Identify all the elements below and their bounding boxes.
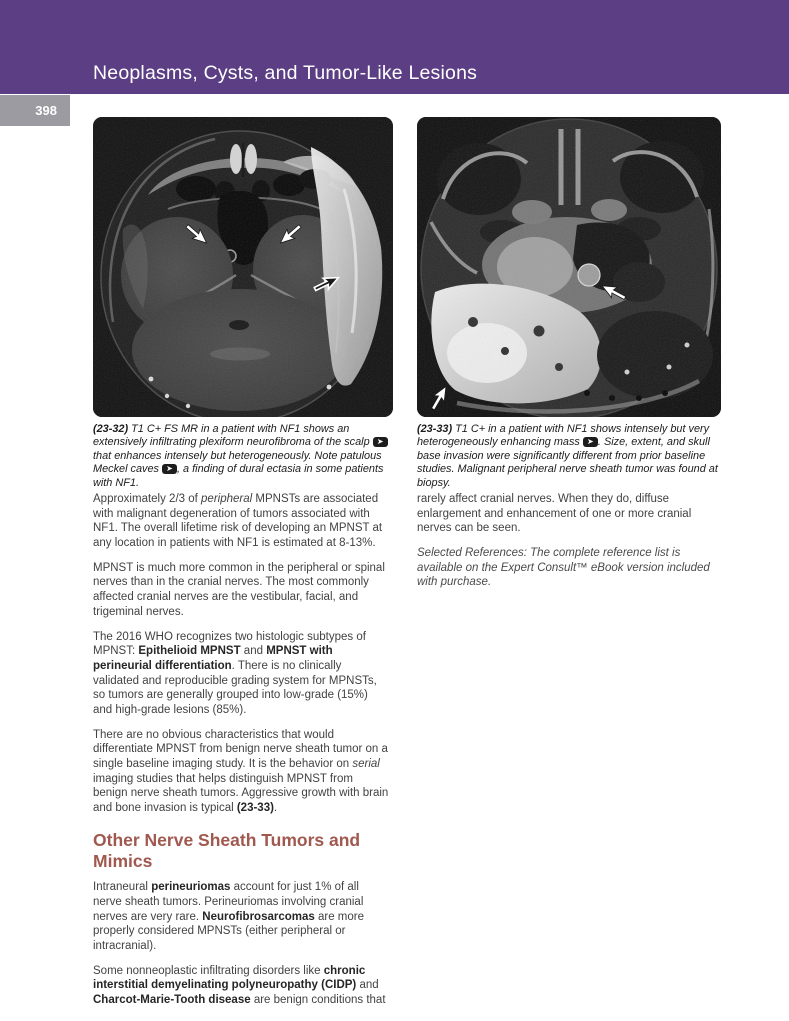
- figure-23-33: [417, 117, 721, 417]
- paragraph-mpnst-location: MPNST is much more common in the peripheral or spinal nerves than in the cranial nerves. The most commonly affected cranial nerves are the vestibular, facial, and trigeminal nerves.: [93, 561, 385, 618]
- body-column-left: [93, 492, 389, 1018]
- figure-23-33-caption: (23-33) T1 C+ in a patient with NF1 shows intensely but very heterogeneously enhancing mass ➤ . Size, extent, and skull base invasion were significantly different from prior baseline studies. Malignant peripheral nerve sheath tumor was found at biopsy.: [417, 423, 718, 489]
- figure-23-32-caption: (23-32) T1 C+ FS MR in a patient with NF1 shows an extensively infiltrating plexiform neurofibroma of the scalp ➤ that enhances intensely but heterogeneously. Note patulous Meckel caves ➤ , a finding of dural ectasia in some patients with NF1.: [93, 423, 393, 490]
- inline-arrow-icon: ➤: [373, 437, 388, 447]
- inline-arrow-icon: ➤: [583, 437, 598, 447]
- paragraph-selected-references: Selected References: The complete reference list is available on the Expert Consult™ eBook version included with purchase.: [417, 547, 710, 589]
- mri-axial-scalp-neurofibroma-image: [93, 117, 393, 417]
- paragraph-who-subtypes: The 2016 WHO recognizes two histologic subtypes of MPNST: Epithelioid MPNST and MPNST with perineurial differentiation. There is no clinically validated and reproducible grading system for MPNSTs, so tumors are generally grouped into low-grade (15%) and high-grade lesions (85%).: [93, 630, 377, 716]
- section-heading-other-nerve-sheath: Other Nerve Sheath Tumors and Mimics: [93, 830, 361, 871]
- body-column-right: [417, 492, 719, 601]
- inline-arrow-icon: ➤: [162, 464, 177, 474]
- page-number-tab: [0, 95, 70, 126]
- paragraph-mpnst-nf1: Approximately 2/3 of peripheral MPNSTs are associated with malignant degeneration of tumors associated with NF1. The overall lifetime risk of developing an MPNST at any location in patients with NF1 is estimated at 8-13%.: [93, 493, 383, 549]
- paragraph-cidp-cmt: Some nonneoplastic infiltrating disorders like chronic interstitial demyelinating polyneuropathy (CIDP) and Charcot-Marie-Tooth disease are benign conditions that: [93, 964, 386, 1007]
- mri-axial-mpnst-mass-image: [417, 117, 721, 417]
- paragraph-serial-imaging: There are no obvious characteristics that would differentiate MPNST from benign nerve sheath tumor on a single baseline imaging study. It is the behavior on serial imaging studies that helps distinguish MPNST from benign nerve sheath tumors. Aggressive growth with brain and bone invasion is typical (23-33).: [93, 728, 389, 814]
- paragraph-cranial-nerve-enlargement: rarely affect cranial nerves. When they do, diffuse enlargement and enhancement of one or more cranial nerves can be seen.: [417, 493, 692, 535]
- paragraph-perineuriomas: Intraneural perineuriomas account for just 1% of all nerve sheath tumors. Perineuriomas involving cranial nerves are very rare. Neurofibrosarcomas are more properly considered MPNSTs (either peripheral or intracranial).: [93, 881, 364, 952]
- figure-23-32: [93, 117, 393, 417]
- page-number: 398: [35, 103, 57, 118]
- chapter-title: Neoplasms, Cysts, and Tumor-Like Lesions: [93, 62, 478, 84]
- chapter-header-banner: [0, 0, 789, 94]
